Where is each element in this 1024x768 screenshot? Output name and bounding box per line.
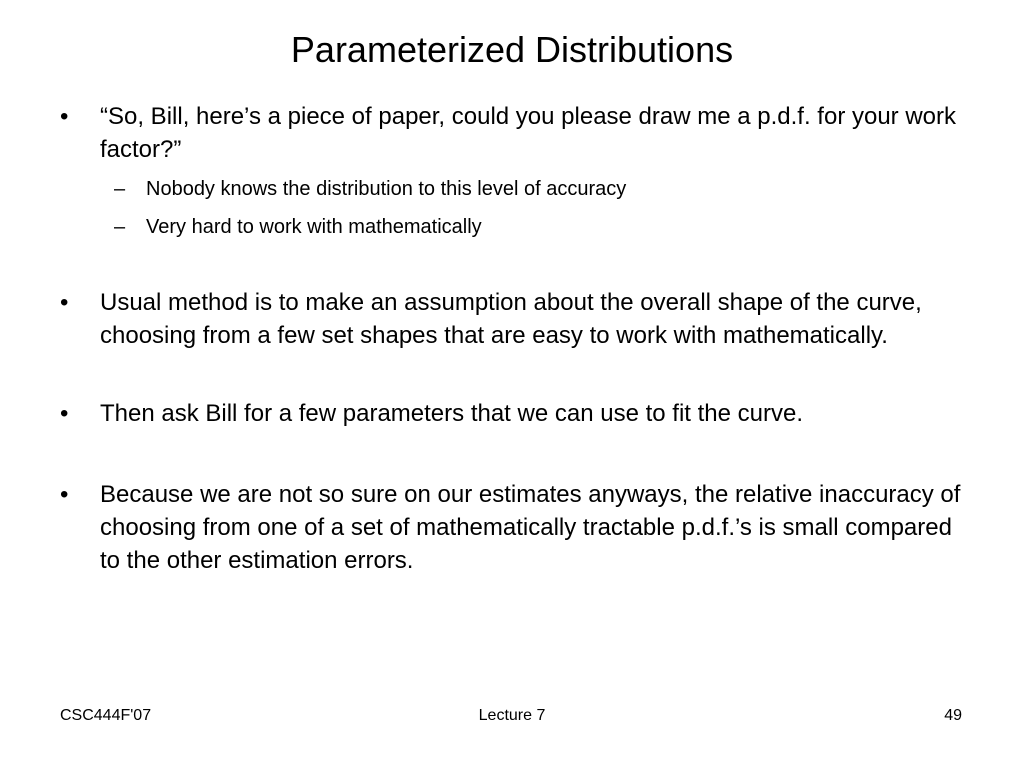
bullet-text: Usual method is to make an assumption about the overall shape of the curve, choosing from a few set shapes that are easy to work with mathematically. [100, 289, 922, 349]
sub-bullet-item [114, 175, 964, 203]
bullet-marker: • [60, 103, 69, 130]
bullet-item [60, 100, 970, 166]
sub-bullet-text: Nobody knows the distribution to this level of accuracy [146, 178, 627, 200]
footer-course: CSC444F'07 [60, 707, 152, 724]
bullet-text: Then ask Bill for a few parameters that we can use to fit the curve. [100, 400, 803, 427]
bullet-item [60, 286, 970, 352]
bullet-marker: • [60, 481, 69, 508]
bullet-item [60, 478, 970, 577]
footer-page-number: 49 [944, 707, 962, 724]
slide-title: Parameterized Distributions [290, 29, 734, 70]
sub-bullet-marker: – [114, 216, 126, 238]
sub-bullet-text: Very hard to work with mathematically [146, 216, 482, 238]
bullet-text: “So, Bill, here’s a piece of paper, could you please draw me a p.d.f. for your work factor?” [100, 103, 957, 163]
sub-bullet-marker: – [114, 178, 126, 200]
bullet-marker: • [60, 400, 69, 427]
bullet-item [60, 397, 970, 430]
bullet-marker: • [60, 289, 69, 316]
bullet-text: Because we are not so sure on our estimates anyways, the relative inaccuracy of choosing from one of a set of mathematically tractable p.d.f.’s is small compared to the other estimation errors. [100, 481, 961, 574]
sub-bullet-item [114, 213, 964, 241]
footer-lecture: Lecture 7 [478, 707, 546, 724]
